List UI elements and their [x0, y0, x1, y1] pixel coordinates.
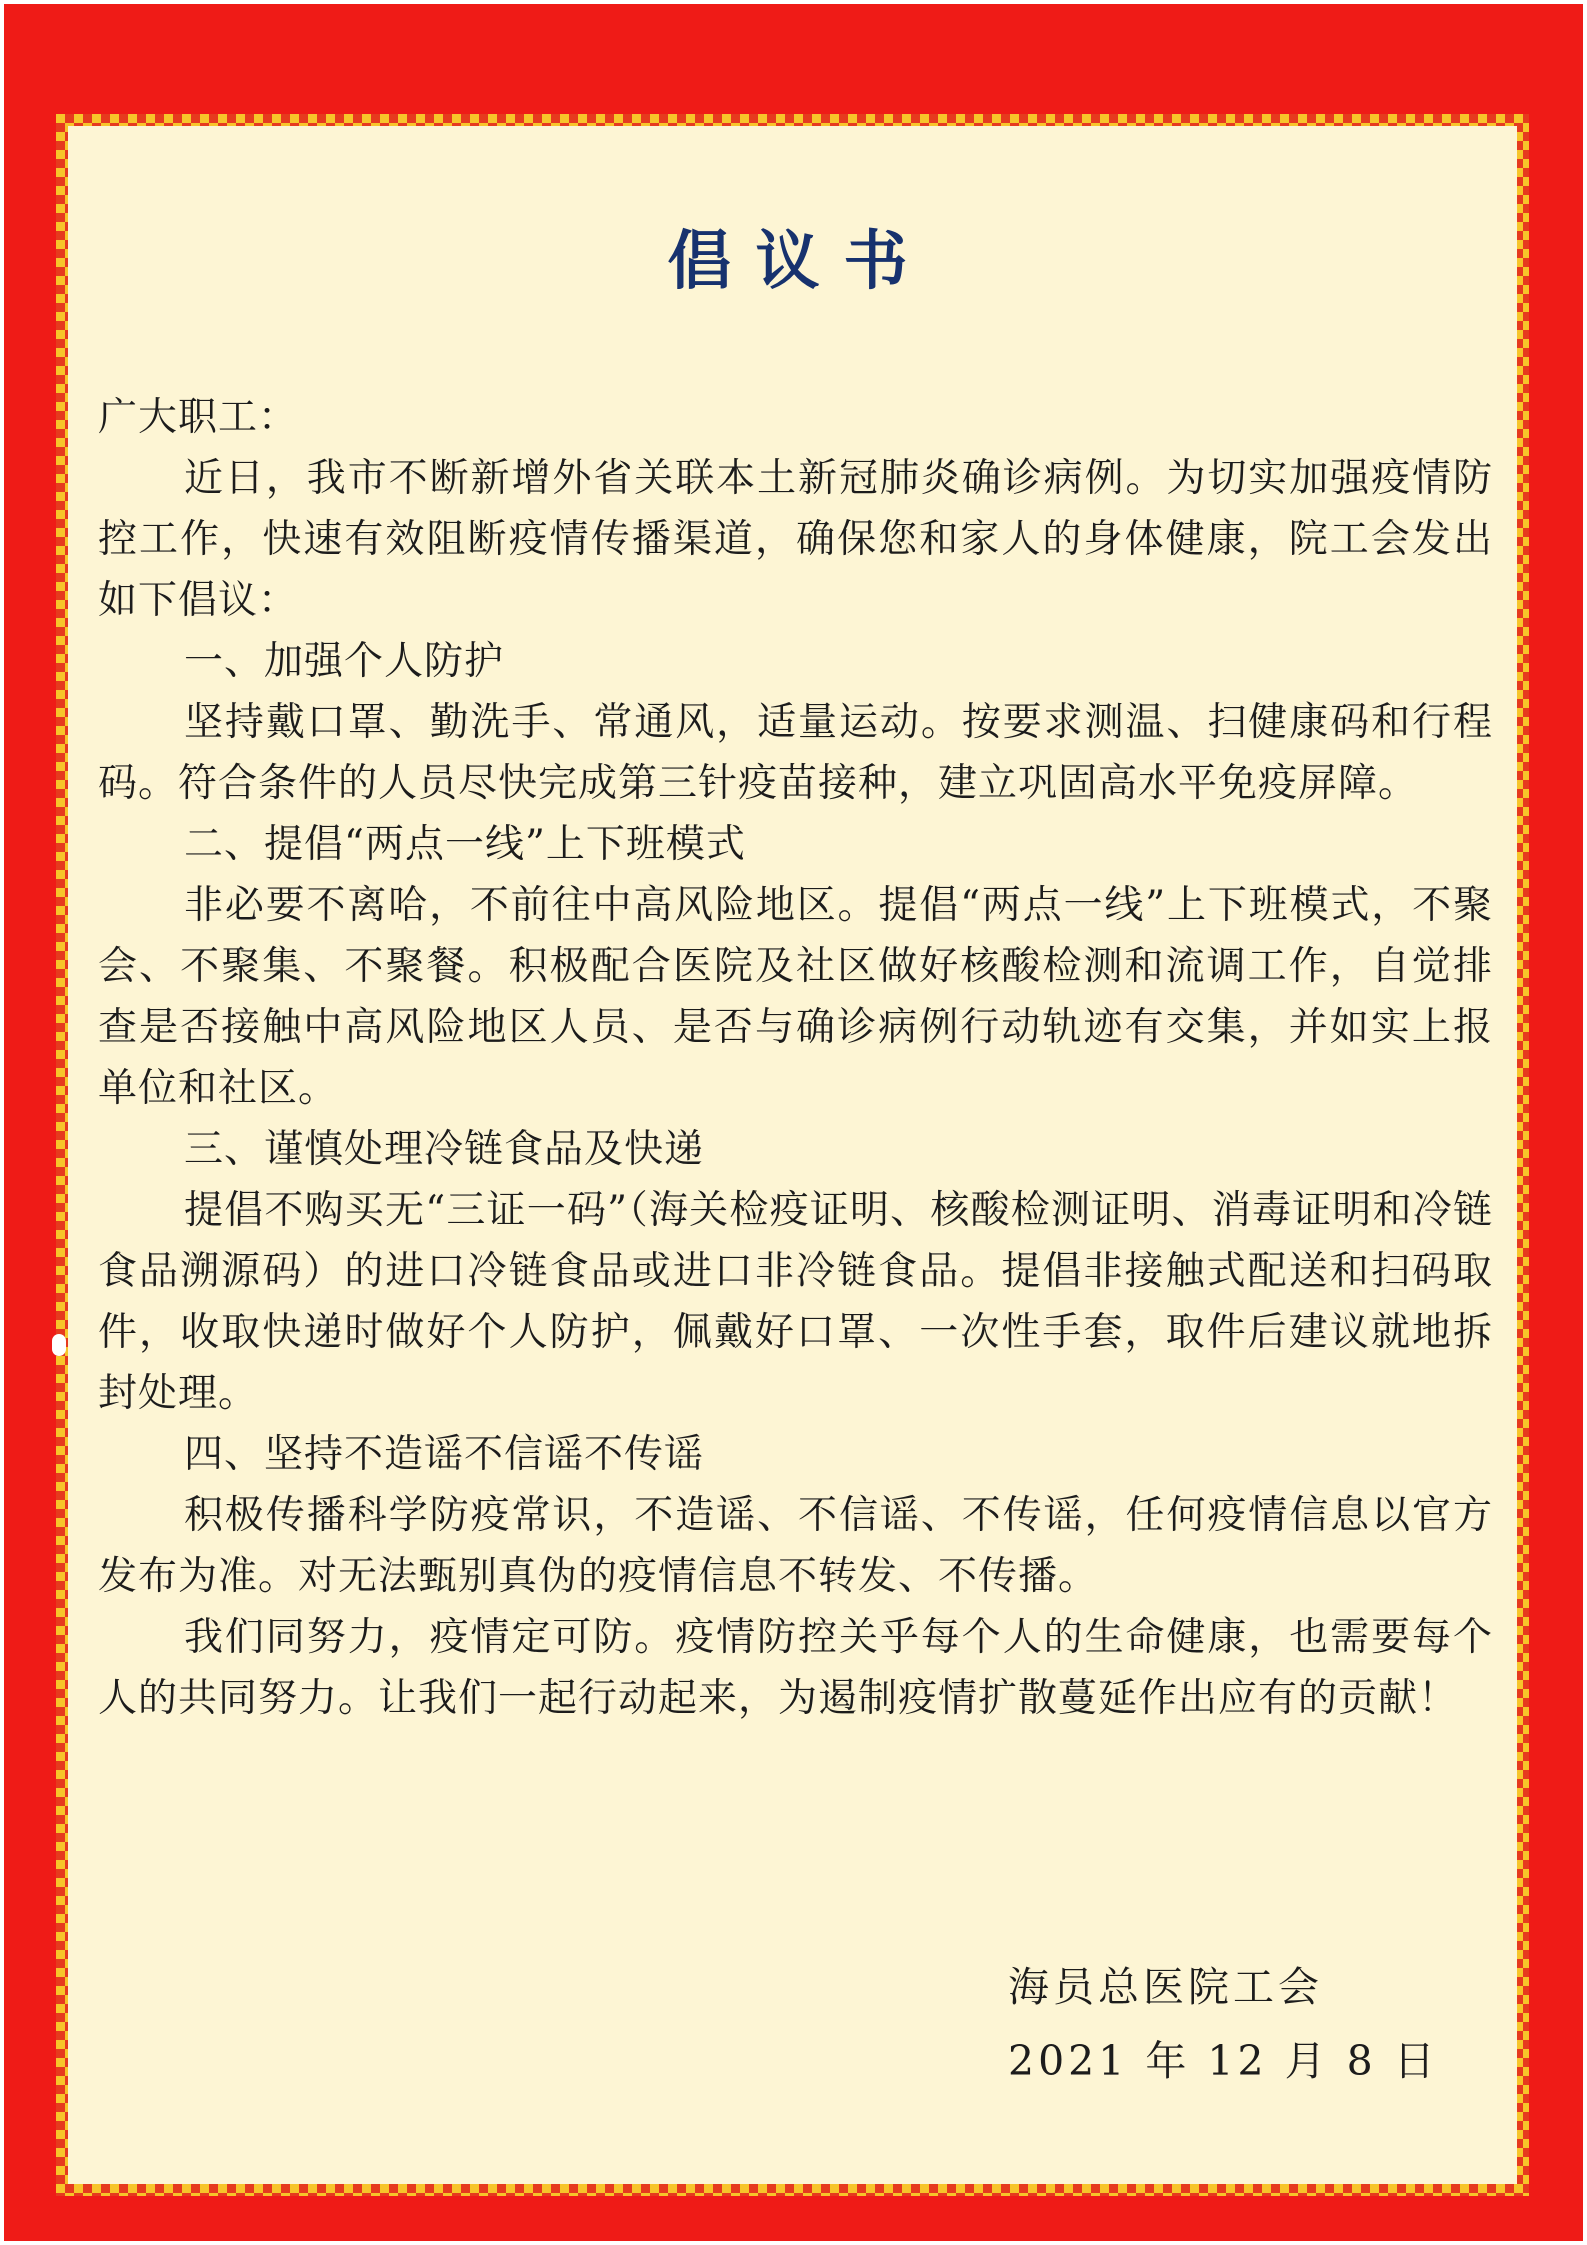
section-heading-2: 二、提倡“两点一线”上下班模式 — [184, 822, 746, 867]
section-heading-3: 三、谨慎处理冷链食品及快递 — [184, 1127, 705, 1172]
border-notch — [52, 1334, 66, 1356]
section-paragraph-3: 提倡不购买无“三证一码”（海关检疫证明、核酸检测证明、消毒证明和冷链食品溯源码）的进口冷链食品或进口非冷链食品。提倡非接触式配送和扫码取件，收取快递时做好个人防护，佩戴好口罩、一次性手套，取件后建议就地拆封处理。 — [98, 1188, 1493, 1416]
salutation: 广大职工： — [98, 395, 299, 440]
signature-organization: 海员总医院工会 — [1008, 1963, 1323, 2011]
section-paragraph-2: 非必要不离哈，不前往中高风险地区。提倡“两点一线”上下班模式，不聚会、不聚集、不聚餐。积极配合医院及社区做好核酸检测和流调工作，自觉排查是否接触中高风险地区人员、是否与确诊病例行动轨迹有交集，并如实上报单位和社区。 — [98, 883, 1493, 1111]
section-heading-1: 一、加强个人防护 — [184, 639, 505, 684]
document-title: 倡议书 — [667, 225, 932, 299]
section-paragraph-4: 积极传播科学防疫常识，不造谣、不信谣、不传谣，任何疫情信息以官方发布为准。对无法甄别真伪的疫情信息不转发、不传播。 — [98, 1493, 1493, 1599]
intro-paragraph: 近日，我市不断新增外省关联本土新冠肺炎确诊病例。为切实加强疫情防控工作，快速有效阻断疫情传播渠道，确保您和家人的身体健康，院工会发出如下倡议： — [98, 456, 1493, 623]
document-body — [98, 387, 1493, 1729]
section-heading-4: 四、坚持不造谣不信谣不传谣 — [184, 1432, 705, 1477]
closing-paragraph: 我们同努力，疫情定可防。疫情防控关乎每个人的生命健康，也需要每个人的共同努力。让我们一起行动起来，为遏制疫情扩散蔓延作出应有的贡献！ — [98, 1615, 1493, 1721]
section-paragraph-1: 坚持戴口罩、勤洗手、常通风，适量运动。按要求测温、扫健康码和行程码。符合条件的人员尽快完成第三针疫苗接种，建立巩固高水平免疫屏障。 — [98, 700, 1493, 806]
signature-date: 2021 年 12 月 8 日 — [1008, 2037, 1439, 2085]
signature-block — [1008, 1950, 1439, 2098]
